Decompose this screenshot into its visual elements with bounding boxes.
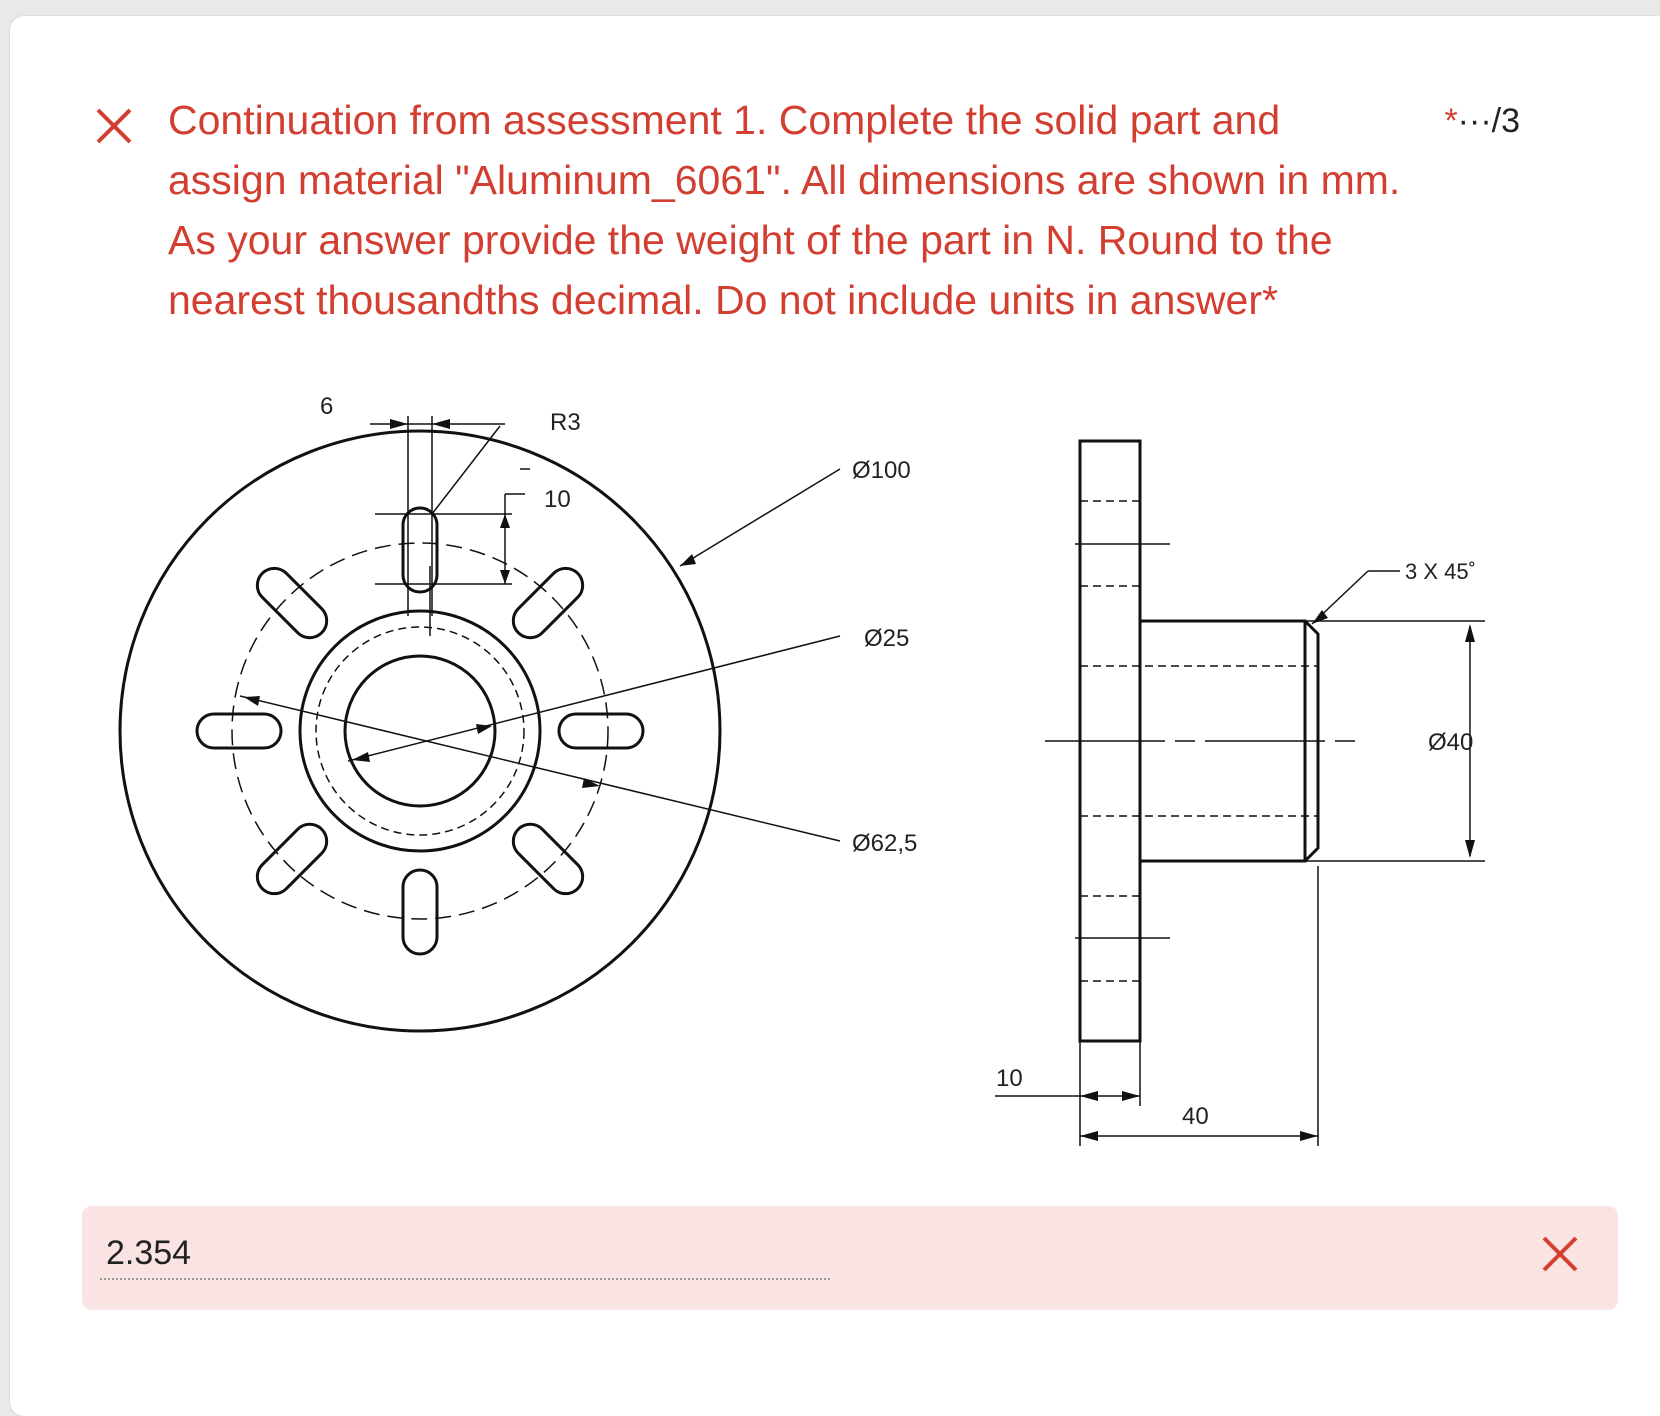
dim-bore-diameter: Ø25: [864, 625, 910, 652]
question-text: Continuation from assessment 1. Complete the solid part and assign material "Aluminum_6061". All dimensions are shown in mm. As your answer provide the weight of the part in N. Round to the nearest thousandths decimal. Do not include units in answer*: [168, 97, 1401, 323]
answer-incorrect-x-icon: [1540, 1234, 1580, 1274]
dim-slot-length: 10: [544, 486, 571, 513]
hub-hidden-circle: [316, 627, 524, 835]
answer-underline: [100, 1278, 830, 1280]
dim-outer-diameter: Ø100: [852, 457, 911, 484]
dim-overall-length: 40: [1182, 1103, 1209, 1130]
required-asterisk: *: [1444, 102, 1458, 140]
technical-drawing: [100, 386, 1580, 1186]
dim-hub-diameter: Ø40: [1428, 729, 1474, 756]
dim-chamfer: 3 X 45˚: [1405, 559, 1476, 584]
dim-slot-radius: R3: [550, 409, 581, 436]
dim-slot-width: 6: [320, 393, 334, 420]
answer-value: 2.354: [106, 1234, 192, 1272]
score-indicator: [1444, 102, 1520, 141]
score-value: ···/3: [1457, 102, 1520, 140]
bore-circle: [345, 656, 495, 806]
outer-flange-circle: [120, 431, 720, 1031]
hub-circle: [300, 611, 540, 851]
incorrect-x-icon: [94, 106, 134, 146]
bolt-circle: [232, 543, 608, 919]
question-card: [10, 16, 1660, 1416]
answer-box: [82, 1206, 1618, 1310]
slots: [197, 508, 643, 954]
dim-flange-thickness: 10: [996, 1065, 1023, 1092]
dim-bolt-circle: Ø62,5: [852, 830, 918, 857]
